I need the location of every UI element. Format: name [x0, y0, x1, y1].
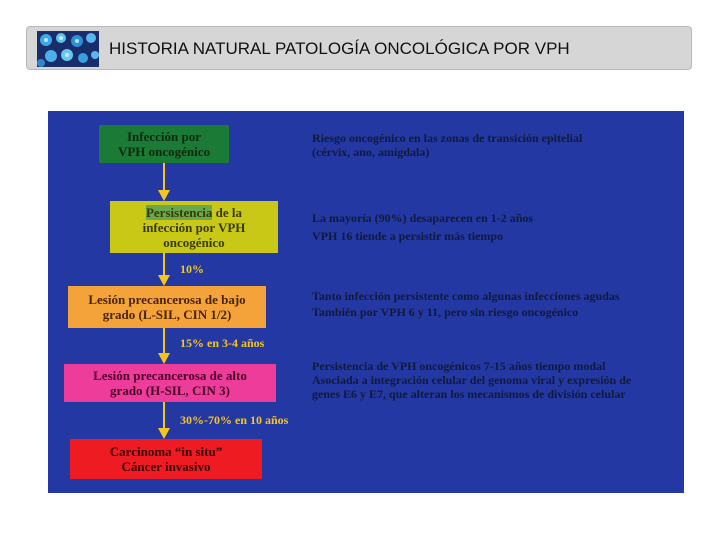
- arrow-1-head: [158, 190, 170, 201]
- stage-low-grade-lesion: [68, 286, 266, 328]
- stage-high-grade-line-2: grado (H-SIL, CIN 3): [110, 383, 230, 398]
- stage-infection: [99, 125, 229, 163]
- note-infection-line-2: (cérvix, ano, amígdala): [312, 145, 430, 159]
- stage-low-grade-line-2: grado (L-SIL, CIN 1/2): [102, 307, 232, 322]
- arrow-4-head: [158, 428, 170, 439]
- stage-persistence: [110, 201, 278, 253]
- note-persistence: [312, 209, 533, 245]
- transition-1-label: 10%: [180, 262, 204, 276]
- flow-diagram-panel: [48, 111, 684, 493]
- page-title: HISTORIA NATURAL PATOLOGÍA ONCOLÓGICA POR VPH: [109, 39, 570, 58]
- stage-persistence-line-1: [146, 205, 242, 220]
- note-persistence-line-2: VPH 16 tiende a persistir más tiempo: [312, 229, 504, 243]
- stage-infection-line-1: Infección por: [126, 129, 202, 144]
- note-high-grade: [312, 359, 631, 401]
- arrow-3-head: [158, 353, 170, 364]
- note-persistence-line-1: La mayoría (90%) desaparecen en 1-2 años: [312, 211, 534, 225]
- stage-high-grade-lesion: [64, 364, 276, 402]
- virus-image: [37, 31, 99, 67]
- stage-carcinoma-line-2: Cáncer invasivo: [121, 459, 211, 474]
- note-high-grade-line-2: Asociada a integración celular del genoma viral y expresión de: [312, 373, 632, 387]
- persistence-highlight: Persistencia: [145, 204, 213, 220]
- note-low-grade-line-2: También por VPH 6 y 11, pero sin riesgo oncogénico: [312, 305, 579, 319]
- stage-infection-line-2: VPH oncogénico: [117, 144, 211, 159]
- note-infection: [312, 131, 582, 159]
- stage-high-grade-line-1: Lesión precancerosa de alto: [93, 368, 247, 383]
- transition-3-label: 30%-70% en 10 años: [180, 413, 289, 427]
- stage-persistence-line-2: infección por VPH: [142, 219, 246, 235]
- note-high-grade-line-3: genes E6 y E7, que alteran los mecanismos de división celular: [312, 387, 626, 401]
- stage-carcinoma-line-1: Carcinoma “in situ”: [109, 444, 223, 459]
- note-low-grade: [312, 288, 620, 320]
- note-high-grade-line-1: Persistencia de VPH oncogénicos 7-15 años tiempo modal: [312, 359, 606, 373]
- title-bar: [26, 26, 692, 70]
- stage-carcinoma: [70, 439, 262, 479]
- note-infection-line-1: Riesgo oncogénico en las zonas de transición epitelial: [312, 131, 583, 145]
- persistence-line-rest: de la: [212, 204, 243, 220]
- note-low-grade-line-1: Tanto infección persistente como algunas infecciones agudas: [312, 289, 620, 303]
- arrow-2-head: [158, 275, 170, 286]
- transition-2-label: 15% en 3-4 años: [180, 336, 265, 350]
- stage-low-grade-line-1: Lesión precancerosa de bajo: [88, 292, 246, 307]
- stage-persistence-line-3: oncogénico: [163, 234, 225, 250]
